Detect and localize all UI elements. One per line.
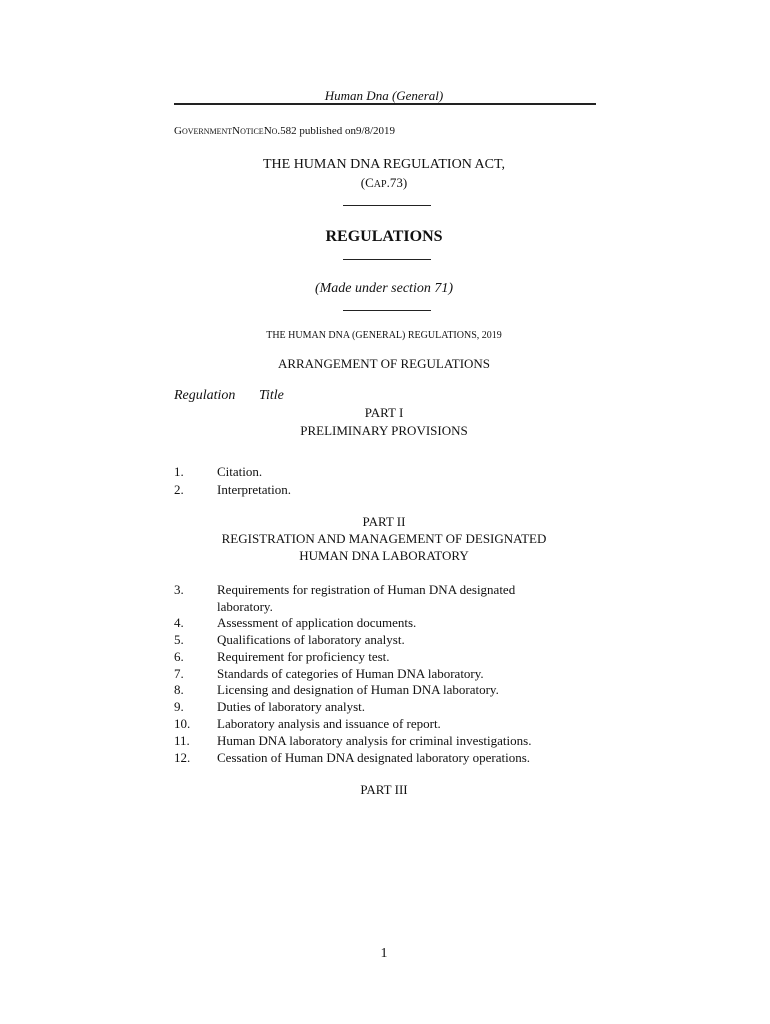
separator-line (343, 259, 431, 260)
item-number: 4. (174, 615, 184, 630)
item-number: 6. (174, 649, 184, 664)
column-header-regulation: Regulation (174, 388, 236, 403)
page-number: 1 (380, 946, 388, 961)
arrangement-heading: ARRANGEMENT OF REGULATIONS (277, 356, 491, 371)
part-label: PART II (362, 514, 406, 529)
part-title: PRELIMINARY PROVISIONS (300, 423, 468, 438)
item-number: 9. (174, 699, 184, 714)
item-number: 10. (174, 716, 191, 731)
item-title: Duties of laboratory analyst. (217, 699, 366, 714)
regulations-title: THE HUMAN DNA (GENERAL) REGULATIONS, 2019 (266, 330, 502, 341)
column-header-title: Title (259, 388, 284, 403)
item-title: Assessment of application documents. (217, 615, 417, 630)
running-header: Human Dna (General) (324, 88, 444, 103)
item-number: 5. (174, 632, 184, 647)
item-number: 2. (174, 482, 184, 497)
item-title: Human DNA laboratory analysis for criminal investigations. (217, 733, 532, 748)
part-label: PART III (360, 782, 408, 797)
item-title: Laboratory analysis and issuance of report. (217, 716, 441, 731)
government-notice (174, 125, 395, 137)
item-title: Qualifications of laboratory analyst. (217, 632, 405, 647)
chapter-reference (174, 175, 594, 191)
item-title: Cessation of Human DNA designated laboratory operations. (217, 750, 531, 765)
notice-letter: N (263, 125, 272, 137)
notice-letter: G (174, 125, 182, 137)
notice-smallcaps: OVERNMENT (181, 127, 233, 136)
item-number: 7. (174, 666, 184, 681)
separator-line (343, 205, 431, 206)
regulations-heading: REGULATIONS (325, 228, 443, 245)
item-number: 11. (174, 733, 190, 748)
cap-smallcaps: AP (373, 179, 387, 190)
item-title: Requirements for registration of Human DNA designated (217, 582, 516, 597)
part-title: HUMAN DNA LABORATORY (299, 548, 469, 563)
notice-smallcaps: OTICE (240, 127, 264, 136)
item-title: Licensing and designation of Human DNA laboratory. (217, 682, 499, 697)
made-under-section: (Made under section 71) (314, 281, 454, 296)
item-number: 12. (174, 750, 191, 765)
separator-line (343, 310, 431, 311)
item-number: 1. (174, 464, 184, 479)
part-label: PART I (364, 405, 404, 420)
item-title: Interpretation. (217, 482, 291, 497)
header-rule (174, 103, 596, 105)
item-title: Standards of categories of Human DNA laboratory. (217, 666, 484, 681)
item-title: Citation. (217, 464, 263, 479)
act-title: THE HUMAN DNA REGULATION ACT, (262, 157, 505, 172)
item-title-continued: laboratory. (217, 599, 273, 614)
item-number: 3. (174, 582, 184, 597)
part-title: REGISTRATION AND MANAGEMENT OF DESIGNATED (221, 531, 547, 546)
notice-smallcaps: O (271, 127, 278, 136)
notice-details: .582 published on9/8/2019 (277, 125, 396, 137)
cap-close: .73) (386, 175, 408, 190)
item-number: 8. (174, 682, 184, 697)
item-title: Requirement for proficiency test. (217, 649, 390, 664)
cap-open: (C (360, 175, 374, 190)
notice-letter: N (232, 125, 241, 137)
